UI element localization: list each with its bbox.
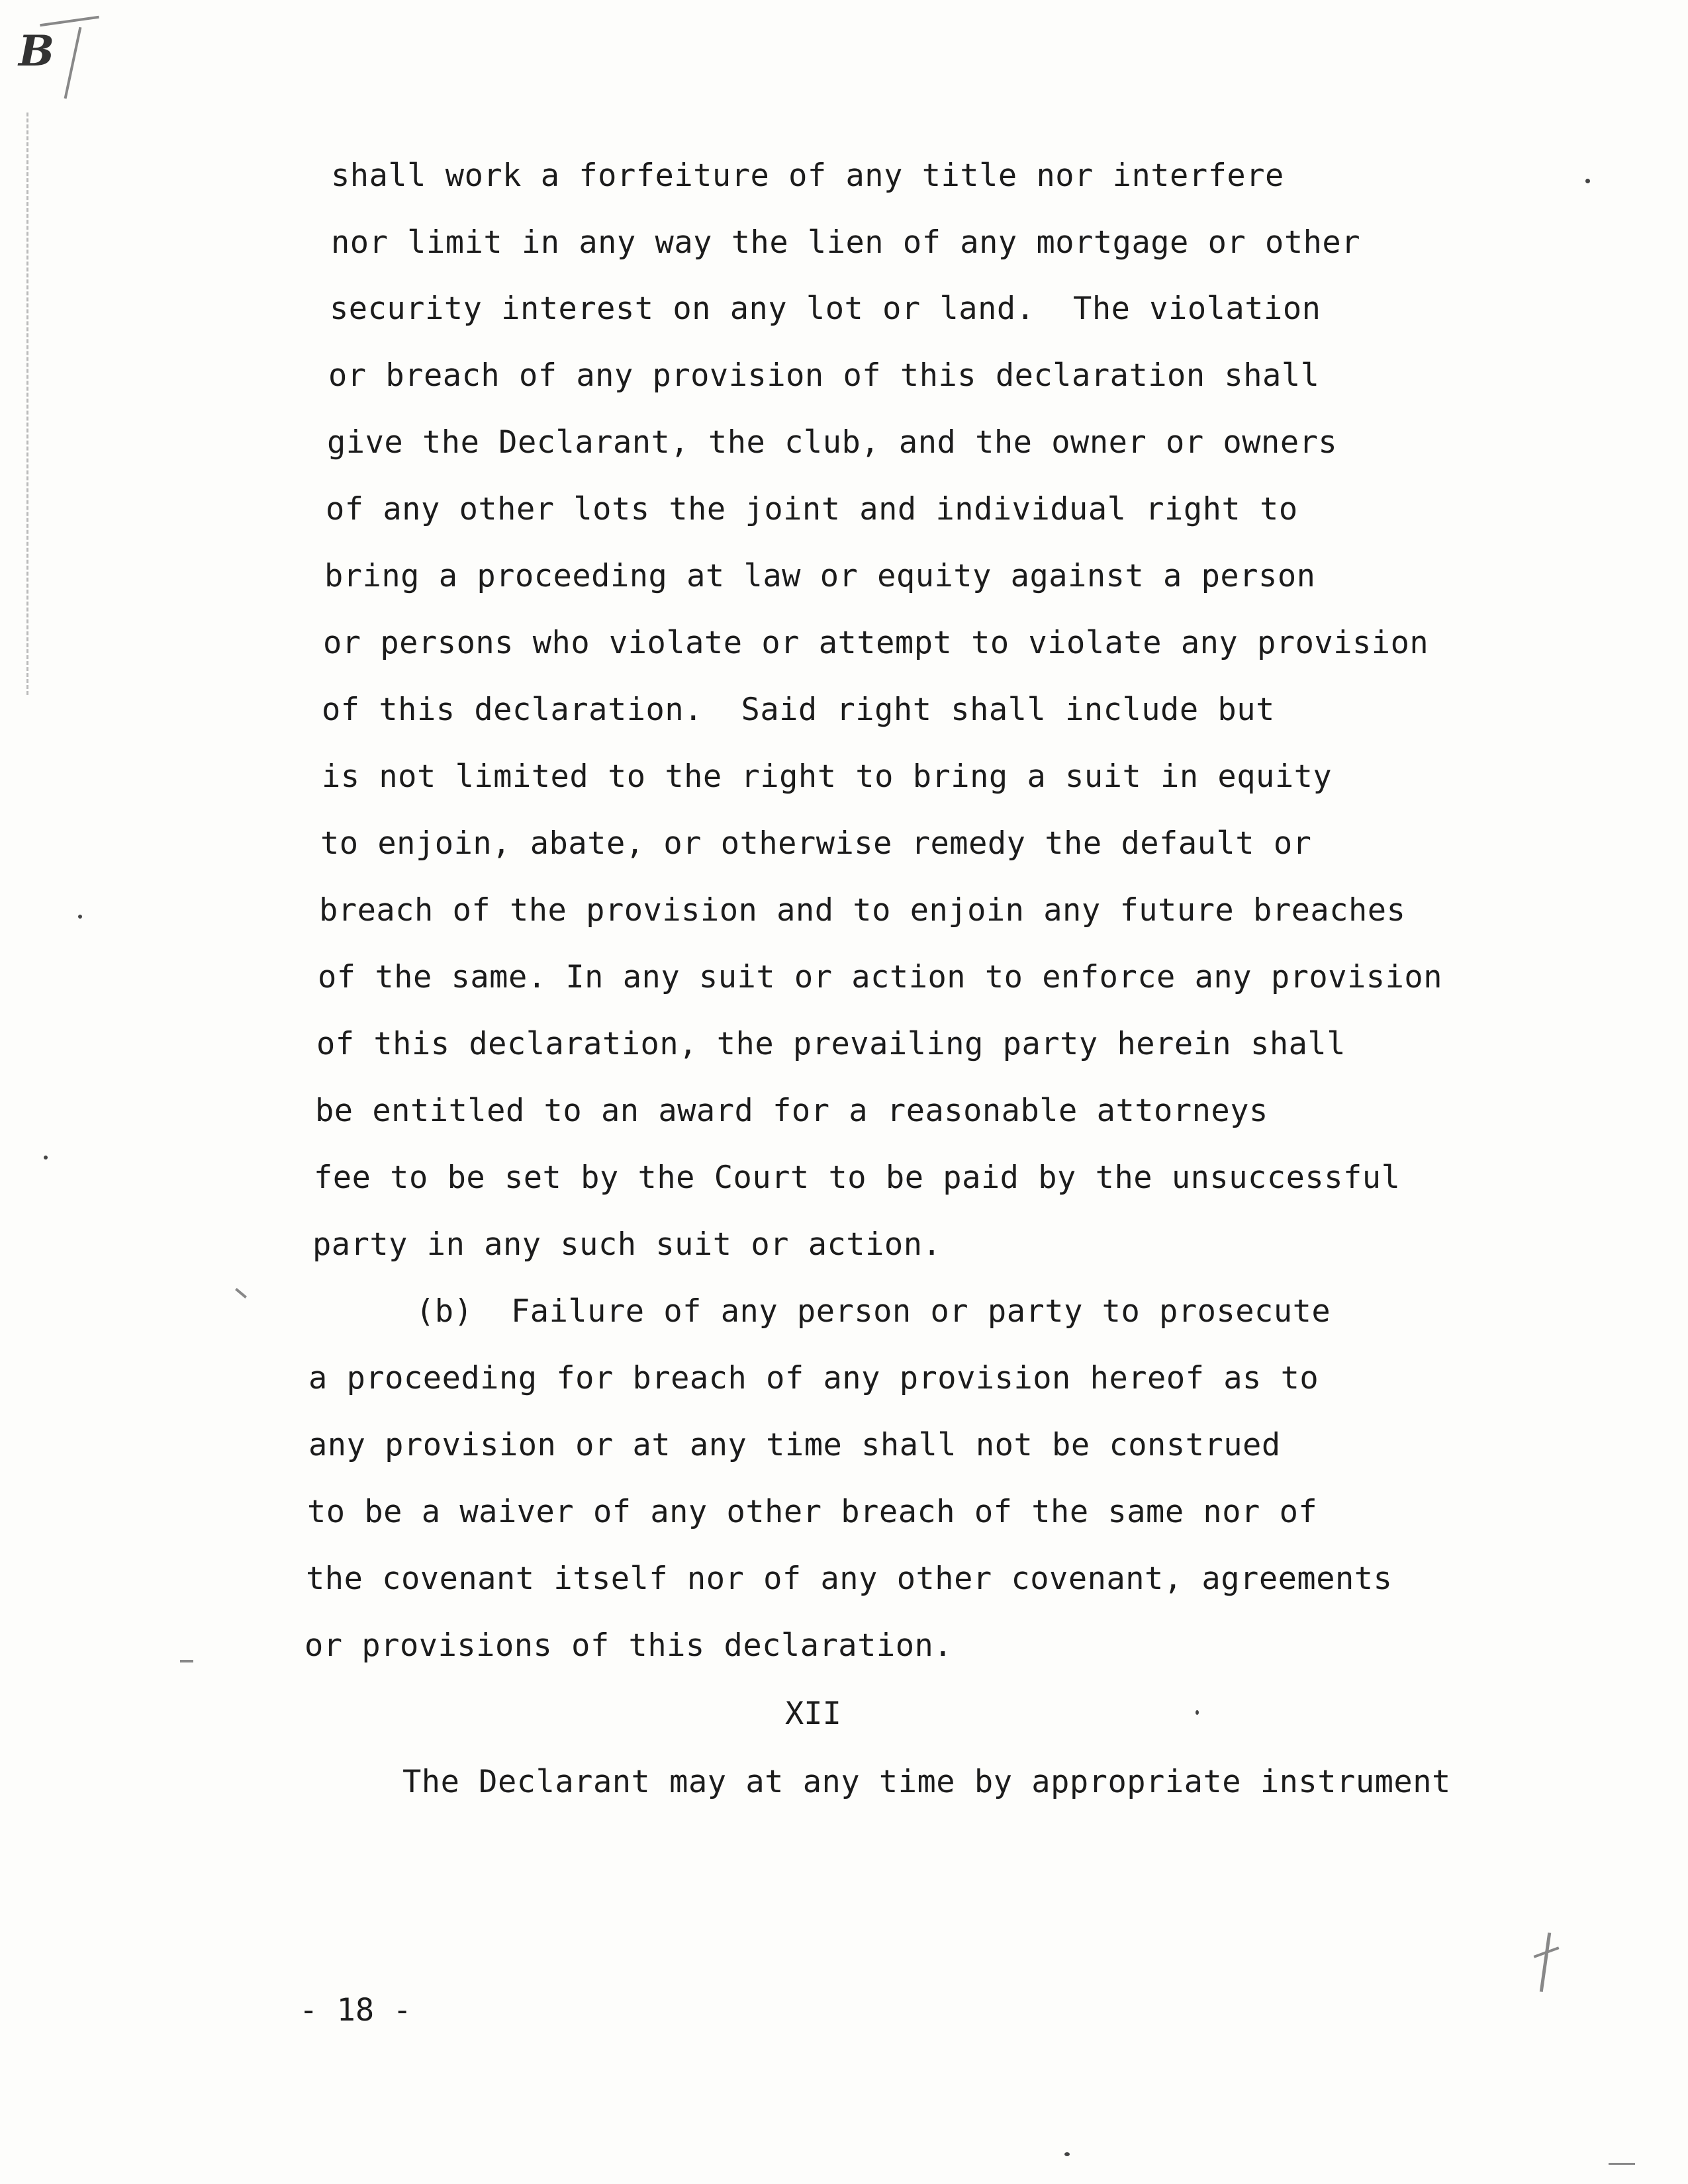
text-line: to be a waiver of any other breach of the same nor of xyxy=(307,1494,1318,1530)
text-line: of any other lots the joint and individual right to xyxy=(326,491,1298,527)
text-line: of this declaration. Said right shall include but xyxy=(322,692,1275,728)
scan-speck xyxy=(78,915,82,919)
text-line: The Declarant may at any time by appropriate instrument xyxy=(402,1764,1451,1800)
corner-scribble xyxy=(40,16,99,26)
text-line: security interest on any lot or land. The violation xyxy=(330,291,1321,327)
scan-speck xyxy=(1585,179,1590,183)
page-number: - 18 - xyxy=(299,1992,412,2028)
corner-mark: B xyxy=(19,26,55,76)
text-line: nor limit in any way the lien of any mortgage or other xyxy=(331,224,1361,261)
text-line: shall work a forfeiture of any title nor interfere xyxy=(331,158,1284,194)
text-line: or provisions of this declaration. xyxy=(305,1627,953,1664)
scan-speck xyxy=(1196,1710,1199,1715)
scan-speck xyxy=(235,1288,247,1298)
text-line: a proceeding for breach of any provision hereof as to xyxy=(308,1360,1319,1396)
text-line: be entitled to an award for a reasonable attorneys xyxy=(315,1093,1268,1129)
text-line: (b) Failure of any person or party to prosecute xyxy=(416,1293,1331,1330)
section-heading: XII xyxy=(785,1696,841,1732)
margin-annotation xyxy=(1540,1933,1551,1992)
text-line: breach of the provision and to enjoin any future breaches xyxy=(319,892,1406,929)
text-line: party in any such suit or action. xyxy=(312,1226,942,1263)
corner-scribble xyxy=(64,27,82,99)
scan-speck xyxy=(180,1660,193,1662)
text-line: or breach of any provision of this declaration shall xyxy=(328,357,1320,394)
text-line: to enjoin, abate, or otherwise remedy the default or xyxy=(320,825,1312,862)
text-line: any provision or at any time shall not be construed xyxy=(308,1427,1281,1463)
scan-speck xyxy=(1064,2152,1070,2156)
text-line: the covenant itself nor of any other covenant, agreements xyxy=(306,1561,1393,1597)
text-line: is not limited to the right to bring a suit in equity xyxy=(322,758,1333,795)
left-edge-marks xyxy=(26,113,31,695)
text-line: of this declaration, the prevailing party herein shall xyxy=(316,1026,1346,1062)
text-line: fee to be set by the Court to be paid by the unsuccessful xyxy=(314,1160,1401,1196)
scan-speck xyxy=(44,1156,48,1160)
scan-speck xyxy=(1609,2163,1635,2165)
text-line: bring a proceeding at law or equity against a person xyxy=(324,558,1316,594)
text-line: of the same. In any suit or action to enforce any provision xyxy=(318,959,1442,995)
text-line: or persons who violate or attempt to violate any provision xyxy=(323,625,1429,661)
text-line: give the Declarant, the club, and the owner or owners xyxy=(327,424,1338,461)
